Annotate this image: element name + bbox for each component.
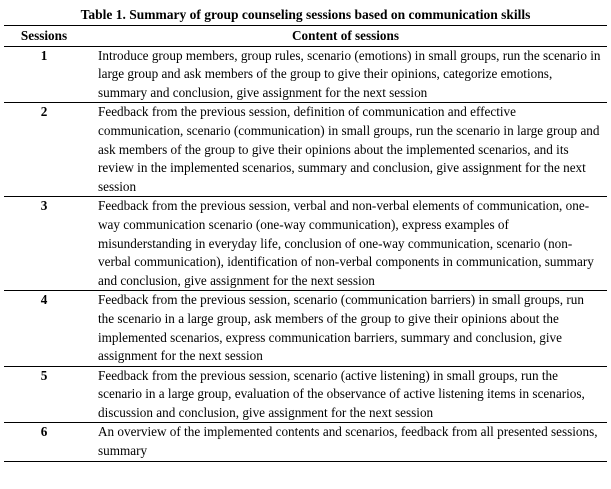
session-content: An overview of the implemented contents and scenarios, feedback from all presented sessions, summary <box>84 423 607 461</box>
table-header-row <box>4 26 607 47</box>
table-row <box>4 197 607 291</box>
session-number: 5 <box>4 366 84 423</box>
session-content: Feedback from the previous session, definition of communication and effective communication, scenario (communication) in small groups, run the scenario in large group and ask members of the group to give their opinions about the implemented scenarios, and its review in the implemented scenarios, summary and conclusion, give assignment for the next session <box>84 103 607 197</box>
session-content: Feedback from the previous session, scenario (communication barriers) in small groups, run the scenario in a large group, ask members of the group to give their opinions about the implemented scenarios, express communication barriers, summary and conclusion, give assignment for the next session <box>84 291 607 366</box>
header-sessions: Sessions <box>4 26 84 47</box>
session-content: Introduce group members, group rules, scenario (emotions) in small groups, run the scenario in large group and ask members of the group to give their opinions, categorize emotions, summary and conclusion, give assignment for the next session <box>84 46 607 103</box>
session-number: 4 <box>4 291 84 366</box>
session-content: Feedback from the previous session, verbal and non-verbal elements of communication, one-way communication scenario (one-way communication), express examples of misunderstanding in everyday life, conclusion of one-way communication, scenario (non-verbal communication), identification of non-verbal components in communication, summary and conclusion, give assignment for the next session <box>84 197 607 291</box>
table-row <box>4 46 607 103</box>
sessions-table <box>4 25 607 462</box>
table-row <box>4 423 607 461</box>
table-row <box>4 291 607 366</box>
session-number: 2 <box>4 103 84 197</box>
session-content: Feedback from the previous session, scenario (active listening) in small groups, run the scenario in a large group, evaluation of the observance of active listening items in scenarios, discussion and conclusion, give assignment for the next session <box>84 366 607 423</box>
table-row <box>4 366 607 423</box>
header-content: Content of sessions <box>84 26 607 47</box>
session-number: 3 <box>4 197 84 291</box>
session-number: 6 <box>4 423 84 461</box>
table-row <box>4 103 607 197</box>
table-caption: Table 1. Summary of group counseling sessions based on communication skills <box>80 7 531 22</box>
session-number: 1 <box>4 46 84 103</box>
